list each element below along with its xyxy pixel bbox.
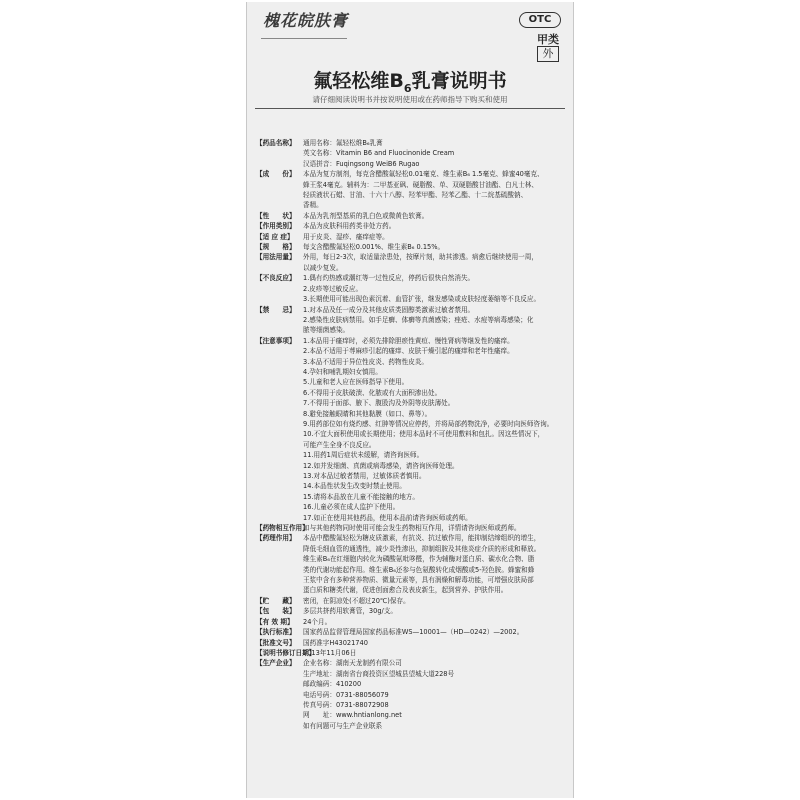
text-line: 蛋白质和糖类代谢，促进创面愈合及表皮新生，起到营养、护肤作用。 <box>303 586 508 595</box>
class-mark: 外 <box>537 46 559 62</box>
text-line: 香精。 <box>303 201 323 210</box>
text-line: 降低毛细血管的通透性，减少炎性渗出，抑制组胺及其他炎症介质的形成和释放。 <box>303 544 541 553</box>
text-line: 外用，每日2-3次，取适量涂患处，按摩片刻，助其渗透。病愈后继续使用一周， <box>303 253 538 262</box>
text-line: 类的代谢功能起作用。维生素B₆还参与色氨酸转化成烟酸或5-羟色胺。蜂蜜和蜂 <box>303 565 535 574</box>
section-17 <box>256 648 564 658</box>
section-label: 【不良反应】 <box>256 274 296 283</box>
page-subtitle: 请仔细阅读说明书并按说明使用或在药师指导下购买和使用 <box>312 95 508 104</box>
section-label: 【生产企业】 <box>256 659 296 668</box>
section-4 <box>256 232 564 242</box>
brand-underline <box>261 38 347 39</box>
page-title <box>247 66 573 95</box>
brand-logo: 槐花皖肤膏 <box>263 11 349 30</box>
section-text <box>303 242 564 252</box>
section-text <box>303 627 564 637</box>
section-label: 【成 份】 <box>256 170 296 179</box>
text-line: 2.本品不适用于荨麻疹引起的瘙痒、皮肤干燥引起的瘙痒和老年性瘙痒。 <box>303 347 514 356</box>
leaflet-sheet <box>246 2 574 798</box>
text-line: 如与其他药物同时使用可能会发生药物相互作用，详情请咨询医师或药师。 <box>303 524 521 533</box>
section-label: 【批准文号】 <box>256 638 296 647</box>
section-text <box>303 336 564 523</box>
section-15 <box>256 627 564 637</box>
section-text <box>303 617 564 627</box>
text-line: 传真号码：0731-88072908 <box>303 700 389 709</box>
section-label: 【包 装】 <box>256 607 296 616</box>
header-divider <box>255 108 565 109</box>
text-line: 邮政编码：410200 <box>303 680 362 689</box>
text-line: 4.孕妇和哺乳期妇女慎用。 <box>303 367 382 376</box>
section-text <box>303 252 564 273</box>
section-text <box>303 658 564 731</box>
text-line: 15.请将本品放在儿童不能接触的地方。 <box>303 492 419 501</box>
text-line: 以减少复发。 <box>303 263 343 272</box>
section-16 <box>256 638 564 648</box>
title-sub: 6 <box>403 81 412 95</box>
section-label: 【性 状】 <box>256 211 296 220</box>
section-9 <box>256 336 564 523</box>
section-label: 【有 效 期】 <box>256 617 294 626</box>
section-text <box>303 305 564 336</box>
section-text <box>303 232 564 242</box>
otc-badge: OTC <box>519 12 561 28</box>
section-label: 【作用类别】 <box>256 222 296 231</box>
text-line: 可能产生全身不良反应。 <box>303 440 376 449</box>
section-18 <box>256 658 564 731</box>
section-text <box>303 596 564 606</box>
section-6 <box>256 252 564 273</box>
section-label: 【药物相互作用】 <box>256 524 309 533</box>
text-line: 密闭，在阴凉处(不超过20℃)保存。 <box>303 596 410 605</box>
text-line: 14.本品性状发生改变时禁止使用。 <box>303 482 406 491</box>
section-11 <box>256 533 564 595</box>
section-label: 【贮 藏】 <box>256 596 296 605</box>
class-label: 甲类 <box>537 33 559 46</box>
leaflet-body <box>256 138 564 731</box>
section-text <box>303 533 564 595</box>
text-line: 12.如并发细菌、真菌或病毒感染，请咨询医师处理。 <box>303 461 459 470</box>
text-line: 轻质液状石蜡、甘油、十六十八醇、羟苯甲酯、羟苯乙酯、十二烷基硫酸钠、 <box>303 191 528 200</box>
text-line: 本品中醋酸氟轻松为糖皮质激素，有抗炎、抗过敏作用，能抑制结缔组织的增生， <box>303 534 541 543</box>
text-line: 本品为皮肤科用药类非处方药。 <box>303 222 396 231</box>
text-line: 如有问题可与生产企业联系 <box>303 721 383 730</box>
text-line: 汉语拼音：Fuqingsong WeiB6 Rugao <box>303 159 420 168</box>
section-text <box>303 273 564 304</box>
text-line: 9.用药部位如有烧灼感、红肿等情况应停药，并将局部药物洗净，必要时向医师咨询。 <box>303 419 554 428</box>
text-line: 国药准字H43021740 <box>303 638 368 647</box>
text-line: 英文名称：Vitamin B6 and Fluocinonide Cream <box>303 149 455 158</box>
section-text <box>303 638 564 648</box>
section-text <box>303 211 564 221</box>
section-12 <box>256 596 564 606</box>
text-line: 用于皮炎、湿疹、瘙痒症等。 <box>303 232 389 241</box>
section-label: 【适 应 症】 <box>256 232 294 241</box>
section-0 <box>256 138 564 169</box>
text-line: 网 址：www.hntianlong.net <box>303 711 402 720</box>
text-line: 3.长期使用可能出现色素沉着、血管扩张，继发感染或皮肤轻度萎缩等不良反应。 <box>303 295 541 304</box>
text-line: 17.如正在使用其他药品，使用本品前请咨询医师或药师。 <box>303 513 472 522</box>
text-line: 2.皮疹等过敏反应。 <box>303 284 363 293</box>
text-line: 24个月。 <box>303 617 332 626</box>
section-label: 【用法用量】 <box>256 253 296 262</box>
section-label: 【执行标准】 <box>256 628 296 637</box>
section-label: 【药理作用】 <box>256 534 296 543</box>
text-line: 13.对本品过敏者禁用，过敏体质者慎用。 <box>303 472 426 480</box>
section-label: 【说明书修订日期】 <box>256 648 316 657</box>
text-line: 8.避免接触眼睛和其他黏膜（如口、鼻等）。 <box>303 409 432 418</box>
text-line: 5.儿童和老人应在医师指导下使用。 <box>303 378 409 387</box>
section-label: 【禁 忌】 <box>256 305 296 314</box>
text-line: 6.不得用于皮肤破溃、化脓或有大面积渗出处。 <box>303 388 442 397</box>
text-line: 10.不宜大面积使用或长期使用；使用本品时不可使用敷料和包扎。因这些情况下， <box>303 430 545 439</box>
text-line: 电话号码：0731-88056079 <box>303 690 389 699</box>
title-end: 乳膏说明书 <box>411 70 507 92</box>
text-line: 本品为复方制剂，每克含醋酸氟轻松0.01毫克、维生素B₆ 1.5毫克、蜂蜜40毫克、 <box>303 170 544 179</box>
section-text <box>303 606 564 616</box>
section-10 <box>256 523 564 533</box>
title-main: 氟轻松维B <box>313 70 404 92</box>
text-line: 蜂王浆4毫克。辅料为：二甲基亚砜、硬脂酸、单、双硬脂酸甘油酯、白凡士林、 <box>303 180 538 189</box>
section-7 <box>256 273 564 304</box>
section-text <box>303 648 564 658</box>
text-line: 每支含醋酸氟轻松0.001%、维生素B₆ 0.15%。 <box>303 243 445 252</box>
section-13 <box>256 606 564 616</box>
text-line: 11.用药1周后症状未缓解，请咨询医师。 <box>303 451 424 460</box>
section-14 <box>256 617 564 627</box>
text-line: 通用名称：氟轻松维B₆乳膏 <box>303 139 383 147</box>
text-line: 1.偶有灼热感或潮红等一过性反应，停药后很快自然消失。 <box>303 274 475 283</box>
text-line: 维生素B₆在红细胞内转化为磷酸氨吡哆醛，作为辅酶对蛋白质、碳水化合物、脂 <box>303 555 535 564</box>
section-text <box>303 138 564 169</box>
section-3 <box>256 221 564 231</box>
text-line: 1.本品用于瘙痒时，必须先排除胆瘀性黄疸、慢性肾病等继发性的瘙痒。 <box>303 336 514 345</box>
text-line: 3.本品不适用于异位性皮炎、药物性皮炎。 <box>303 357 428 366</box>
text-line: 2013年11月06日 <box>303 648 357 657</box>
section-text <box>303 523 564 533</box>
text-line: 国家药品监督管理局国家药品标准WS—10001—（HD—0242）—2002。 <box>303 628 524 637</box>
text-line: 2.感染性皮肤病禁用。如手足癣、体癣等真菌感染；痤疮、水痘等病毒感染；化 <box>303 315 534 324</box>
text-line: 王浆中含有多种营养物质、微量元素等，具有润燥和解毒功能，可增强皮肤局部 <box>303 576 534 585</box>
text-line: 企业名称：湖南天龙制药有限公司 <box>303 659 402 668</box>
text-line: 本品为乳剂型基质的乳白色或微黄色软膏。 <box>303 211 429 220</box>
text-line: 生产地址：湖南省台商投资区望城县望城大道228号 <box>303 669 455 678</box>
section-label: 【药品名称】 <box>256 139 296 147</box>
section-label: 【注意事项】 <box>256 336 296 345</box>
section-1 <box>256 169 564 211</box>
text-line: 16.儿童必须在成人监护下使用。 <box>303 503 400 512</box>
section-text <box>303 221 564 231</box>
text-line: 1.对本品及任一成分及其他皮质类固醇类激素过敏者禁用。 <box>303 305 475 314</box>
text-line: 7.不得用于面部、腋下、腹股沟及外阴等皮肤薄处。 <box>303 399 455 408</box>
text-line: 多层共挤药用软膏管，30g/支。 <box>303 607 397 616</box>
section-2 <box>256 211 564 221</box>
section-label: 【规 格】 <box>256 243 296 252</box>
section-8 <box>256 305 564 336</box>
section-5 <box>256 242 564 252</box>
section-text <box>303 169 564 211</box>
text-line: 脓等细菌感染。 <box>303 326 350 335</box>
